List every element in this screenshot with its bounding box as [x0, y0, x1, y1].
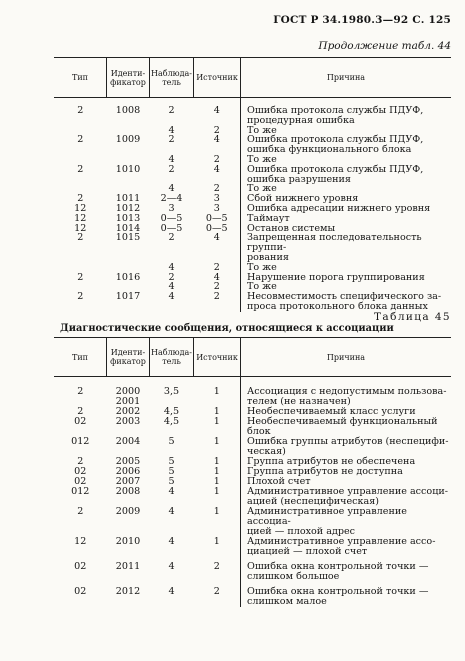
cell-identifier: [107, 116, 150, 126]
cell-identifier: 2004: [115, 436, 141, 447]
cell-observer: 2: [168, 232, 175, 244]
cell-reason: Ошибка окна контрольной точки —: [241, 582, 451, 597]
cell-identifier: 2003: [115, 416, 141, 427]
cell-observer: 4: [168, 536, 175, 547]
column-header-observer: Наблюда-тель: [150, 58, 194, 98]
cell-reason: ошибка функционального блока: [241, 145, 451, 155]
cell-reason: То же: [241, 263, 451, 273]
cell-reason: То же: [241, 184, 451, 194]
cell-reason: проса протокольного блока данных: [241, 302, 451, 312]
cell-type: 2: [77, 193, 84, 205]
cell-observer: 4: [168, 281, 175, 293]
cell-identifier: 1016: [115, 271, 141, 283]
cell-source: 2: [213, 281, 220, 293]
cell-source: 2: [213, 124, 220, 136]
cell-reason: цией — плохой адрес: [241, 527, 451, 537]
cell-reason: Останов системы: [241, 224, 451, 234]
cell-identifier: 2011: [115, 561, 141, 572]
cell-source: [194, 597, 241, 607]
cell-type: 2: [77, 456, 84, 467]
cell-reason: Административное управление ассоци-: [241, 487, 451, 497]
column-header-type: Тип: [54, 338, 107, 377]
cell-reason: Запрещенная последовательность группи-: [241, 233, 451, 253]
cell-reason: Группа атрибутов не обеспечена: [241, 457, 451, 467]
cell-observer: 4: [168, 586, 175, 597]
cell-type: 02: [74, 476, 87, 487]
cell-type: [54, 572, 107, 582]
cell-reason: То же: [241, 126, 451, 136]
cell-reason: Ассоциация с недопустимым пользова-: [241, 377, 451, 398]
cell-type: 2: [77, 386, 84, 397]
column-header-source: Источник: [194, 58, 241, 98]
cell-type: 2: [77, 163, 84, 175]
cell-identifier: [107, 597, 150, 607]
cell-observer: 5: [168, 436, 175, 447]
cell-observer: 2—4: [160, 193, 183, 205]
cell-observer: 4: [168, 124, 175, 136]
cell-source: 1: [213, 486, 220, 497]
cell-identifier: 1008: [115, 105, 141, 116]
cell-source: 4: [213, 163, 220, 175]
cell-observer: 2: [168, 271, 175, 283]
cell-type: 2: [77, 134, 84, 146]
cell-identifier: 1009: [115, 134, 141, 146]
cell-observer: 4: [168, 261, 175, 273]
table-row: [54, 233, 451, 253]
cell-source: 2: [213, 183, 220, 195]
cell-reason: То же: [241, 155, 451, 165]
cell-type: 2: [77, 506, 84, 517]
cell-type: 02: [74, 586, 87, 597]
cell-identifier: 2006: [115, 466, 141, 477]
column-header-reason: Причина: [241, 338, 451, 377]
cell-identifier: [107, 175, 150, 185]
table-row: [54, 547, 451, 557]
cell-type: [54, 116, 107, 126]
page-header: ГОСТ Р 34.1980.3—92 С. 125: [273, 14, 451, 26]
cell-source: 1: [213, 466, 220, 477]
table-row: [54, 557, 451, 572]
cell-reason: телем (не назначен): [241, 397, 451, 407]
cell-reason: Необеспечиваемый класс услуги: [241, 407, 451, 417]
cell-observer: 4: [168, 291, 175, 303]
cell-reason: ацией (неспецифическая): [241, 497, 451, 507]
cell-type: 2: [77, 406, 84, 417]
cell-observer: 4,5: [163, 406, 180, 417]
table-row: [54, 377, 451, 398]
cell-identifier: [107, 547, 150, 557]
cell-identifier: 1017: [115, 291, 141, 303]
cell-type: 2: [77, 232, 84, 244]
cell-source: 1: [213, 386, 220, 397]
cell-type: 12: [74, 202, 87, 214]
cell-type: [54, 145, 107, 155]
cell-type: [54, 302, 107, 312]
column-header-reason: Причина: [241, 58, 451, 98]
cell-observer: 2: [168, 163, 175, 175]
cell-type: [54, 547, 107, 557]
cell-type: [54, 597, 107, 607]
cell-identifier: 2010: [115, 536, 141, 547]
cell-type: [54, 175, 107, 185]
cell-reason: Необеспечиваемый функциональный: [241, 417, 451, 427]
cell-observer: 0—5: [160, 222, 183, 234]
cell-observer: 4: [168, 183, 175, 195]
cell-identifier: [107, 572, 150, 582]
cell-observer: 2: [168, 134, 175, 146]
cell-identifier: [107, 253, 150, 263]
cell-source: 2: [213, 586, 220, 597]
table-45: [54, 337, 451, 607]
cell-identifier: 2008: [115, 486, 141, 497]
cell-source: 4: [213, 105, 220, 116]
cell-identifier: 1012: [115, 202, 141, 214]
cell-observer: [150, 547, 194, 557]
cell-source: 2: [213, 261, 220, 273]
cell-reason: Плохой счет: [241, 477, 451, 487]
cell-type: 12: [74, 212, 87, 224]
cell-reason: слишком большое: [241, 572, 451, 582]
cell-identifier: 1013: [115, 212, 141, 224]
cell-type: 012: [71, 436, 90, 447]
table-row: [54, 582, 451, 597]
cell-identifier: 1010: [115, 163, 141, 175]
cell-source: [194, 302, 241, 312]
column-header-id: Иденти-фикатор: [107, 58, 150, 98]
cell-type: 12: [74, 536, 87, 547]
cell-source: 4: [213, 232, 220, 244]
cell-type: 2: [77, 291, 84, 303]
cell-reason: рования: [241, 253, 451, 263]
cell-observer: 5: [168, 476, 175, 487]
cell-source: 1: [213, 456, 220, 467]
cell-source: 1: [213, 506, 220, 517]
cell-source: 2: [213, 291, 220, 303]
cell-observer: 4: [168, 153, 175, 165]
cell-type: 2: [77, 271, 84, 283]
cell-type: 02: [74, 416, 87, 427]
cell-observer: 5: [168, 466, 175, 477]
cell-observer: 4: [168, 486, 175, 497]
cell-identifier: 2005: [115, 456, 141, 467]
cell-reason: Сбой нижнего уровня: [241, 194, 451, 204]
column-header-source: Источник: [194, 338, 241, 377]
cell-identifier: 2000: [115, 386, 141, 397]
table-continuation-label: Продолжение табл. 44: [318, 40, 451, 52]
cell-observer: [150, 572, 194, 582]
cell-reason: процедурная ошибка: [241, 116, 451, 126]
cell-type: 02: [74, 561, 87, 572]
cell-identifier: 1014: [115, 222, 141, 234]
cell-observer: 0—5: [160, 212, 183, 224]
table-row: [54, 597, 451, 607]
column-header-observer: Наблюда-тель: [150, 338, 194, 377]
cell-reason: Ошибка протокола службы ПДУФ,: [241, 165, 451, 175]
cell-observer: 5: [168, 456, 175, 467]
table-45-subtitle: Диагностические сообщения, относящиеся к ассоциации: [60, 323, 394, 334]
cell-source: 0—5: [205, 212, 228, 224]
cell-source: [194, 572, 241, 582]
cell-reason: Таймаут: [241, 214, 451, 224]
cell-observer: 3: [168, 202, 175, 214]
cell-observer: 3,5: [163, 386, 180, 397]
cell-reason: ошибка разрушения: [241, 175, 451, 185]
cell-reason: блок: [241, 427, 451, 437]
cell-reason: слишком малое: [241, 597, 451, 607]
cell-source: 1: [213, 436, 220, 447]
cell-reason: ческая): [241, 447, 451, 457]
column-header-type: Тип: [54, 58, 107, 98]
cell-source: 1: [213, 536, 220, 547]
cell-observer: 4: [168, 506, 175, 517]
cell-reason: То же: [241, 282, 451, 292]
cell-source: 2: [213, 153, 220, 165]
cell-source: 3: [213, 193, 220, 205]
cell-reason: Ошибка адресации нижнего уровня: [241, 204, 451, 214]
cell-identifier: 2012: [115, 586, 141, 597]
cell-identifier: 2001: [115, 396, 141, 407]
cell-reason: Ошибка группы атрибутов (неспецифи-: [241, 437, 451, 447]
table-44-body: [54, 98, 451, 312]
cell-reason: Ошибка окна контрольной точки —: [241, 557, 451, 572]
cell-type: 02: [74, 466, 87, 477]
cell-source: 4: [213, 134, 220, 146]
cell-source: 3: [213, 202, 220, 214]
table-44: [54, 57, 451, 312]
cell-identifier: 2009: [115, 506, 141, 517]
cell-type: 012: [71, 486, 90, 497]
cell-observer: [150, 597, 194, 607]
cell-reason: Группа атрибутов не доступна: [241, 467, 451, 477]
table-row: [54, 507, 451, 527]
cell-observer: [150, 302, 194, 312]
cell-source: 4: [213, 271, 220, 283]
cell-identifier: 1011: [115, 193, 141, 205]
cell-reason: Ошибка протокола службы ПДУФ,: [241, 135, 451, 145]
cell-reason: Ошибка протокола службы ПДУФ,: [241, 98, 451, 116]
cell-source: 2: [213, 561, 220, 572]
cell-observer: 4: [168, 561, 175, 572]
cell-source: 1: [213, 416, 220, 427]
cell-source: 0—5: [205, 222, 228, 234]
table-row: [54, 98, 451, 116]
table-45-title: Таблица 45: [374, 311, 451, 323]
cell-observer: 2: [168, 105, 175, 116]
cell-type: 12: [74, 222, 87, 234]
cell-reason: циацией — плохой счет: [241, 547, 451, 557]
cell-reason: Административное управление ассо-: [241, 537, 451, 547]
cell-identifier: 2002: [115, 406, 141, 417]
table-45-body: [54, 377, 451, 608]
cell-type: [54, 253, 107, 263]
cell-type: 2: [77, 105, 84, 116]
cell-reason: Нарушение порога группирования: [241, 273, 451, 283]
table-row: [54, 572, 451, 582]
cell-source: [194, 547, 241, 557]
cell-identifier: [107, 302, 150, 312]
column-header-id: Иденти-фикатор: [107, 338, 150, 377]
cell-source: 1: [213, 476, 220, 487]
cell-reason: Административное управление ассоциа-: [241, 507, 451, 527]
cell-observer: 4,5: [163, 416, 180, 427]
cell-identifier: 2007: [115, 476, 141, 487]
cell-reason: Несовместимость специфического за-: [241, 292, 451, 302]
cell-identifier: 1015: [115, 232, 141, 244]
cell-source: 1: [213, 406, 220, 417]
cell-identifier: [107, 145, 150, 155]
